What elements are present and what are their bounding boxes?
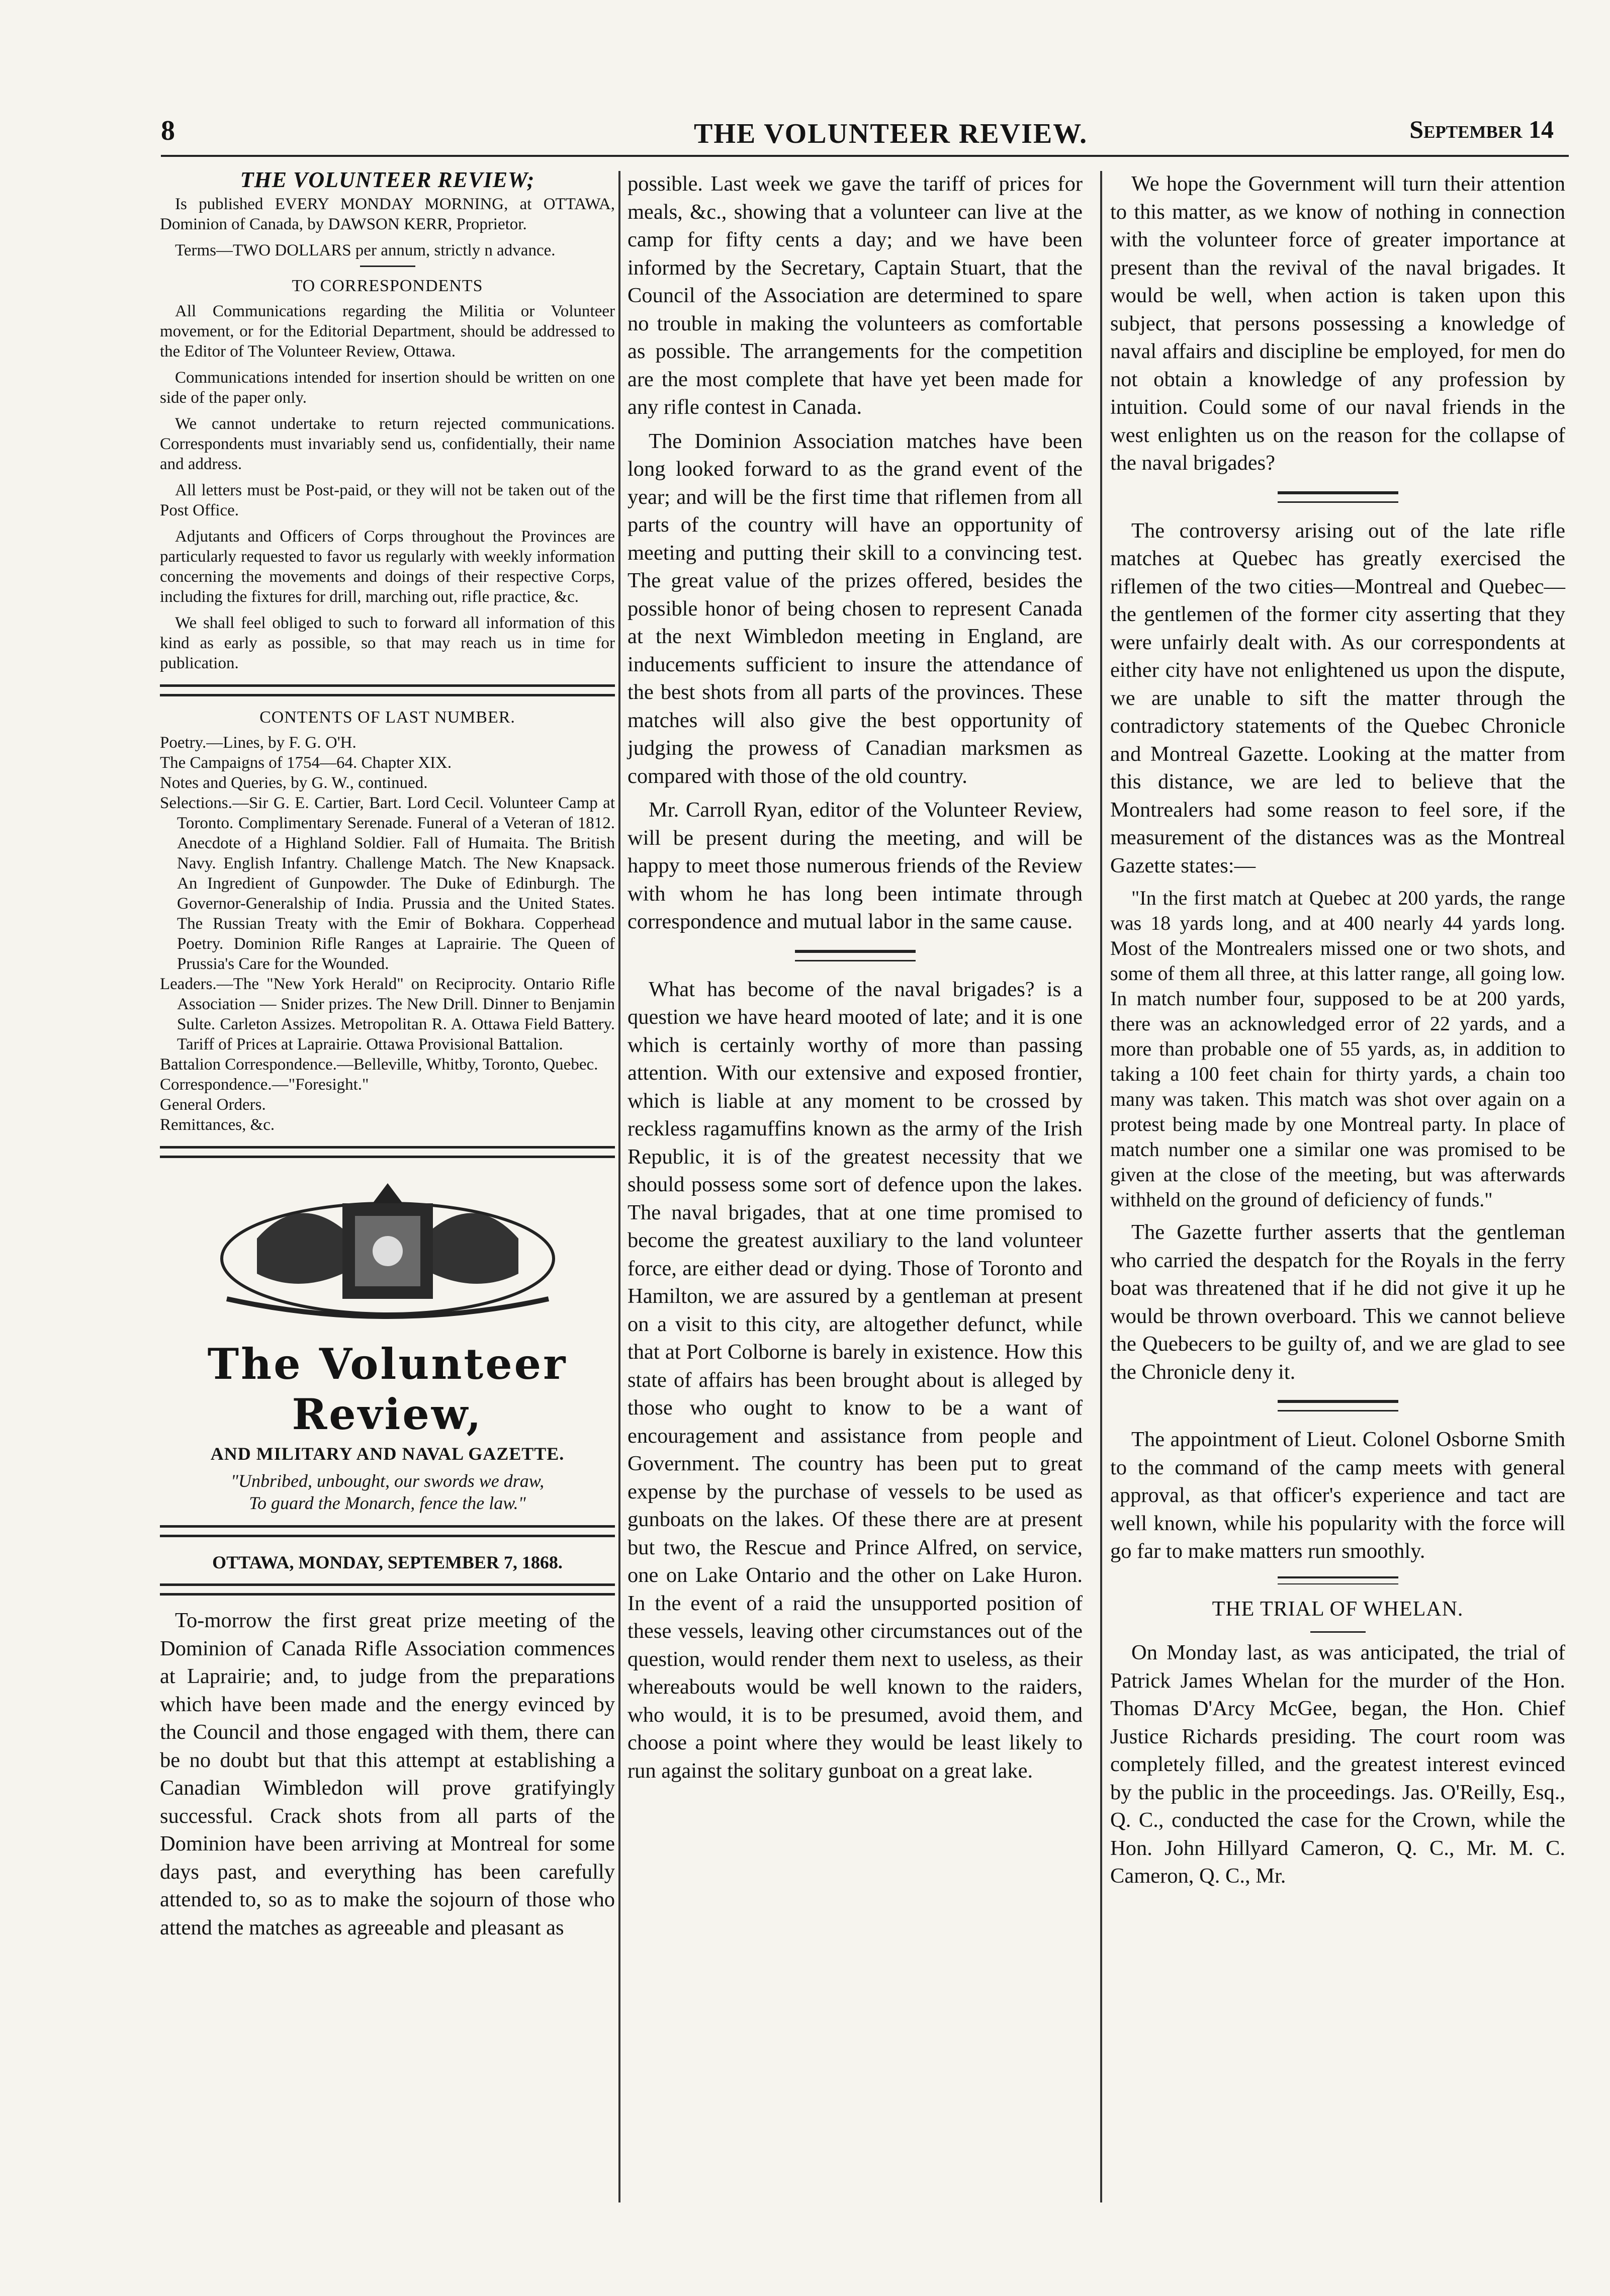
section-rule	[160, 684, 615, 696]
article-paragraph: The appointment of Lieut. Colonel Osborne Smith to the command of the camp meets with general approval, as that officer's experience and tact are well known, while his popularity with the force will go far to make matters run smoothly.	[1110, 1428, 1565, 1563]
motto-line: "Unbribed, unbought, our swords we draw,	[230, 1471, 545, 1491]
correspondents-para: All letters must be Post-paid, or they will not be taken out of the Post Office.	[160, 481, 615, 519]
page-header	[161, 115, 1569, 160]
section-rule	[160, 1146, 615, 1158]
article-separator	[1278, 491, 1398, 503]
column-1	[160, 167, 615, 1941]
terms: Terms—TWO DOLLARS per annum, strictly n advance.	[175, 241, 556, 259]
divider	[1310, 1631, 1366, 1633]
motto	[180, 1470, 595, 1514]
article-paragraph: On Monday last, as was anticipated, the trial of Patrick James Whelan for the murder of the Hon. Thomas D'Arcy McGee, began, the Hon. Chief Justice Richards presiding. The court room was completely filled, and the greatest interest evinced by the public in the proceedings. Jas. O'Reilly, Esq., Q. C., conducted the case for the Crown, while the Hon. John Hillyard Cameron, Q. C., Mr. M. C. Cameron, Q. C., Mr.	[1110, 1641, 1565, 1888]
correspondents-para: Adjutants and Officers of Corps throughout the Provinces are particularly requested to favor us regularly with weekly information concerning the movements and doings of their respective Corps, including the fixtures for drill, marching out, rifle practice, &c.	[160, 527, 615, 606]
article-paragraph: What has become of the naval brigades? is a question we have heard mooted of late; and it is one which is certainly worthy of more than passing attention. With our extensive and exposed frontier, which is liable at any moment to be crossed by reckless ragamuffins known as the army of the Irish Republic, it is of the greatest necessity that we should possess some sort of defence upon the lakes. The naval brigades, that at one time promised to become the greatest auxiliary to the land volunteer force, are either dead or dying. Those of Toronto and Hamilton, we are assured by a gentleman at present on a visit to this city, are altogether defunct, while that at Port Colborne is barely in existence. How this state of affairs has been brought about is alleged by those who ought to know to be a want of encouragement and assistance from people and Government. The country has been put to great expense by the purchase of vessels to be used as gunboats on the lakes. Of these there are at present but two, the Rescue and Prince Alfred, on service, one on Lake Ontario and the other on Lake Huron. In the event of a raid the unsupported position of these vessels, leaving other circumstances out of the question, would render them next to useless, as their whereabouts would be well known to the raiders, who would, it is to be presumed, avoid them, and choose a point where they would be least likely to run against the solitary gunboat on a great lake.	[628, 977, 1083, 1783]
contents-item: General Orders.	[160, 1096, 266, 1114]
article-paragraph: The Dominion Association matches have been long looked forward to as the grand event of the year; and will be the first time that riflemen from all parts of the country will have an opportunity of meeting and putting their skill to a convincing test. The great value of the prizes offered, besides the possible honor of being chosen to represent Canada at the next Wimbledon meeting in England, are inducements sufficient to insure the attendance of the best shots from all parts of the provinces. These matches will also give the best opportunity of judging the prowess of Canadian marksmen as compared with those of the old country.	[628, 429, 1083, 788]
contents-item: Leaders.—The "New York Herald" on Reciprocity. Ontario Rifle Association — Snider prizes. The New Drill. Dinner to Benjamin Sulte. Carleton Assizes. Metropolitan R. A. Ottawa Field Battery. Tariff of Prices at Laprairie. Ottawa Provisional Battalion.	[160, 975, 615, 1053]
divider	[360, 266, 415, 267]
quotation: "In the first match at Quebec at 200 yards, the range was 18 yards long, and at 400 nearly 44 yards long. Most of the Montrealers missed one or two shots, and some of them all three, at this latter range, all going low. In match number four, supposed to be at 200 yards, there was an acknowledged error of 22 yards, and a more than probable one of 55 yards, as, in addition to taking a 100 feet chain for thirty yards, a chain too many was taken. This match was shot over again on a protest being made by one Montreal party. In place of match number one a similar one was promised to be given at the close of the meeting, but was afterwards withheld on the ground of deficiency of funds."	[1110, 887, 1565, 1211]
crest-icon	[197, 1173, 579, 1324]
article-paragraph: The controversy arising out of the late rifle matches at Quebec has greatly exercised the riflemen of the two cities—Montreal and Quebec—the gentlemen of the former city asserting that they were unfairly dealt with. As our correspondents at either city have not enlightened us upon the dispute, we are unable to sift the matter through the contradictory statements of the Quebec Chronicle and Montreal Gazette. Looking at the matter from this distance, we are led to believe that the Montrealers had some reason to feel sore, if the measurement of the distances was as the Montreal Gazette states:—	[1110, 518, 1565, 877]
paper-title: The Volunteer Review,	[207, 1339, 568, 1439]
contents-item: The Campaigns of 1754—64. Chapter XIX.	[160, 754, 452, 772]
correspondents-heading: TO CORRESPONDENTS	[292, 277, 483, 295]
section-rule	[160, 1583, 615, 1596]
publication-info: Is published EVERY MONDAY MORNING, at OTTAWA, Dominion of Canada, by DAWSON KERR, Proprietor.	[160, 195, 615, 233]
motto-line: To guard the Monarch, fence the law."	[249, 1493, 526, 1513]
column-rule-2	[1100, 171, 1102, 2202]
contents-heading: CONTENTS OF LAST NUMBER.	[259, 708, 515, 727]
column-3	[1110, 170, 1565, 1890]
contents-item: Correspondence.—"Foresight."	[160, 1076, 369, 1094]
column-rule-1	[618, 171, 620, 2202]
article-paragraph: The Gazette further asserts that the gentleman who carried the despatch for the Royals in the ferry boat was threatened that if he did not give it up he would be thrown overboard. This we cannot believe the Quebecers to be guilty of, and we are glad to see the Chronicle deny it.	[1110, 1220, 1565, 1384]
correspondents-para: We cannot undertake to return rejected communications. Correspondents must invariably send us, confidentially, their name and address.	[160, 415, 615, 473]
running-date: September 14	[1409, 115, 1554, 143]
leader-article: To-morrow the first great prize meeting of the Dominion of Canada Rifle Association commences at Laprairie; and, to judge from the preparations which have been made and the energy evinced by the Council and those engaged with them, there can be no doubt but that this attempt at establishing a Canadian Wimbledon will prove gratifyingly successful. Crack shots from all parts of the Dominion have been arriving at Montreal for some days past, and everything has been carefully attended to, so as to make the sojourn of those who attend the matches as agreeable and pleasant as	[160, 1609, 615, 1939]
running-title: THE VOLUNTEER REVIEW.	[694, 118, 1088, 149]
crest-emblem	[197, 1173, 579, 1324]
header-rule	[161, 155, 1569, 157]
page-number: 8	[161, 115, 175, 146]
article-paragraph: possible. Last week we gave the tariff of prices for meals, &c., showing that a volunteer can live at the camp for fifty cents a day; and we have been informed by the Secretary, Captain Stuart, that the Council of the Association are determined to spare no trouble in making the volunteers as comfortable as possible. The arrangements for the competition are the most complete that have yet been made for any rifle contest in Canada.	[628, 172, 1083, 419]
dateline: OTTAWA, MONDAY, SEPTEMBER 7, 1868.	[212, 1552, 563, 1572]
section-rule	[160, 1525, 615, 1537]
masthead: THE VOLUNTEER REVIEW;	[240, 167, 535, 192]
article-separator	[1278, 1576, 1398, 1584]
correspondents-para: All Communications regarding the Militia or Volunteer movement, or for the Editorial Department, should be addressed to the Editor of The Volunteer Review, Ottawa.	[160, 302, 615, 361]
contents-item: Remittances, &c.	[160, 1116, 275, 1134]
contents-item: Selections.—Sir G. E. Cartier, Bart. Lord Cecil. Volunteer Camp at Toronto. Complimentary Serenade. Funeral of a Veteran of 1812. Anecdote of a Highland Soldier. Fall of Humaita. The British Navy. English Infantry. Challenge Match. The New Knapsack. An Ingredient of Gunpowder. The Duke of Edinburgh. The Governor-Generalship of India. Prussia and the United States. The Russian Treaty with the Emir of Bokhara. Copperhead Poetry. Dominion Rifle Ranges at Laprairie. The Queen of Prussia's Care for the Wounded.	[160, 794, 615, 973]
article-paragraph: Mr. Carroll Ryan, editor of the Volunteer Review, will be present during the meeting, and will be happy to meet those numerous friends of the Review with whom he has long been intimate through correspondence and mutual labor in the same cause.	[628, 798, 1083, 933]
contents-list	[160, 733, 615, 1135]
article-title: THE TRIAL OF WHELAN.	[1212, 1597, 1464, 1621]
paper-subtitle: AND MILITARY AND NAVAL GAZETTE.	[210, 1444, 565, 1464]
article-separator	[1278, 1400, 1398, 1411]
contents-item: Notes and Queries, by G. W., continued.	[160, 774, 428, 792]
correspondents-para: Communications intended for insertion should be written on one side of the paper only.	[160, 369, 615, 407]
contents-item: Battalion Correspondence.—Belleville, Whitby, Toronto, Quebec.	[160, 1055, 598, 1074]
article-separator	[795, 950, 916, 961]
contents-item: Poetry.—Lines, by F. G. O'H.	[160, 734, 356, 752]
column-2	[628, 170, 1083, 1785]
article-paragraph: We hope the Government will turn their attention to this matter, as we know of nothing in connection with the volunteer force of greater importance at present than the revival of the naval brigades. It would be well, when action is taken upon this subject, that persons possessing a knowledge of naval affairs and discipline be employed, for men do not obtain a knowledge of any profession by intuition. Could some of our naval friends in the west enlighten us on the reason for the collapse of the naval brigades?	[1110, 172, 1565, 475]
correspondents-para: We shall feel obliged to such to forward all information of this kind as early as possible, so that may reach us in time for publication.	[160, 614, 615, 672]
